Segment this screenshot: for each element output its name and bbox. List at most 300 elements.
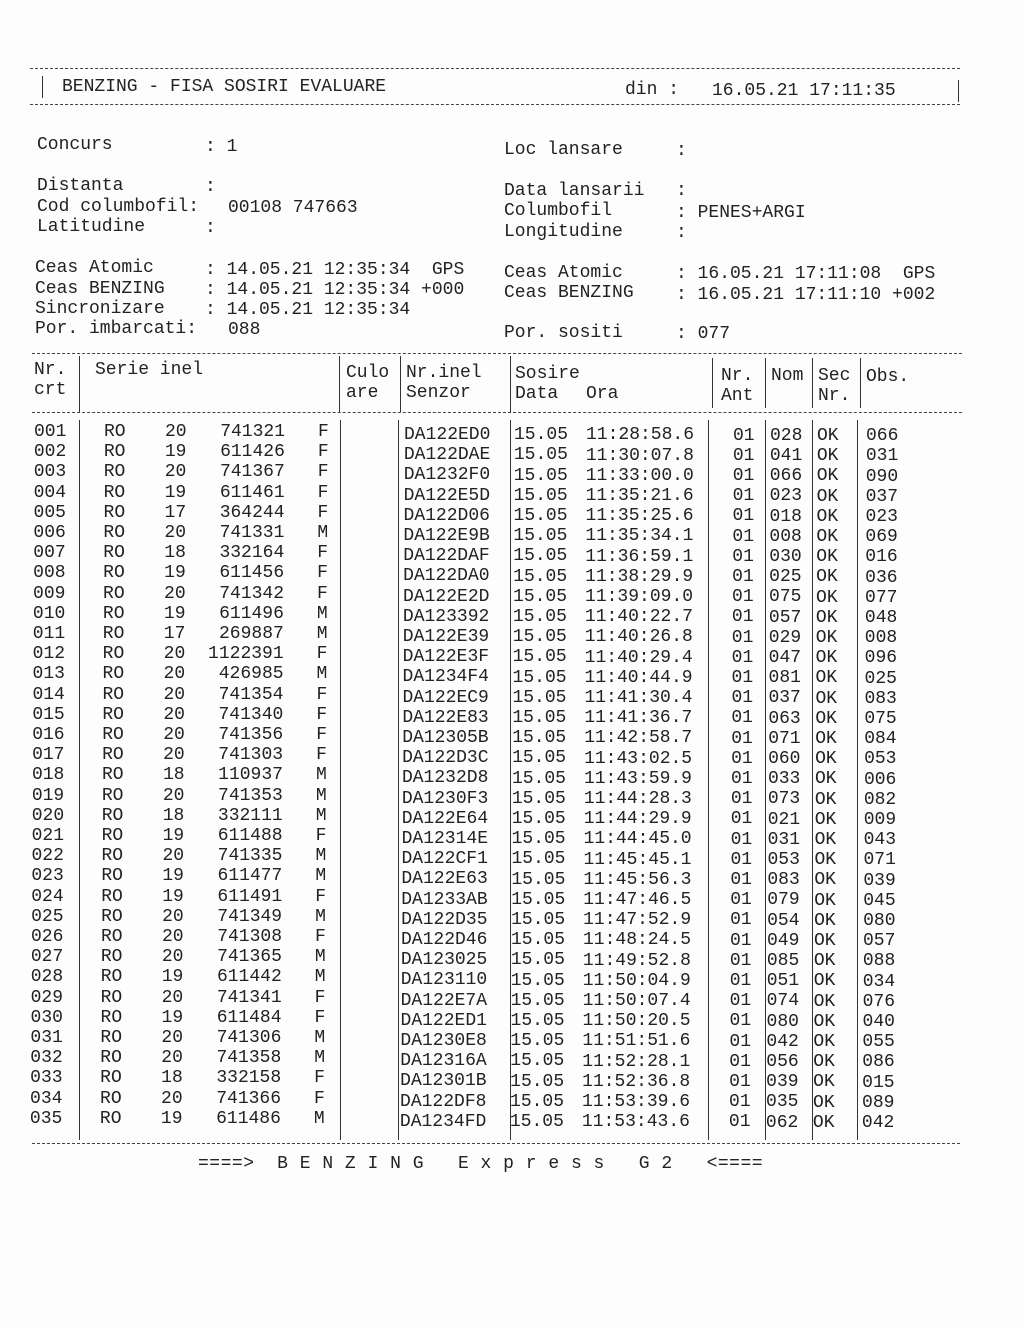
cell-nr-crt: 021	[31, 826, 64, 846]
col-sec: Sec	[818, 366, 851, 386]
cell-nr-crt: 003	[33, 462, 67, 483]
cell-time: 11:40:22.7	[584, 607, 693, 628]
cell-country: RO	[101, 765, 124, 786]
cell-obs: 015	[862, 1072, 895, 1093]
cell-year: 19	[161, 1007, 184, 1028]
cell-sec: OK	[814, 931, 836, 951]
cell-time: 11:45:56.3	[583, 869, 692, 890]
cell-nom: 054	[767, 910, 800, 931]
cell-nr-crt: 006	[33, 523, 66, 543]
cell-country: RO	[100, 987, 123, 1008]
data-lansarii-value: :	[676, 181, 687, 201]
cell-ant: 01	[730, 789, 753, 810]
cell-year: 20	[161, 1088, 183, 1109]
col-sosire: Sosire	[515, 364, 580, 384]
title-border-left	[42, 76, 43, 98]
ceas-atomic-r-value: : 16.05.21 17:11:08 GPS	[676, 264, 936, 284]
cell-date: 15.05	[510, 1091, 565, 1112]
col-crt: crt	[34, 380, 67, 400]
cell-ant: 01	[732, 486, 755, 507]
cell-date: 15.05	[509, 1112, 564, 1132]
cell-ring-number: 269887	[218, 624, 284, 644]
cell-year: 20	[162, 846, 185, 867]
cell-sex: F	[314, 1088, 325, 1109]
col-senzor: Senzor	[406, 383, 471, 403]
cell-year: 18	[162, 765, 185, 786]
cell-ant: 01	[729, 991, 752, 1012]
cell-sex: M	[315, 846, 327, 867]
cell-ant: 01	[729, 1092, 751, 1113]
cell-ant: 01	[731, 688, 754, 709]
cell-sex: M	[315, 866, 327, 887]
cell-obs: 036	[865, 567, 898, 588]
cell-year: 18	[161, 1068, 183, 1089]
cell-obs: 088	[862, 951, 896, 972]
cell-time: 11:52:28.1	[582, 1051, 691, 1072]
cell-nom: 041	[769, 446, 803, 466]
cell-sensor: DA1234FD	[399, 1111, 487, 1132]
cell-sensor: DA122E9B	[403, 526, 490, 546]
cell-ant: 01	[732, 466, 755, 486]
cell-sensor: DA123392	[402, 606, 490, 627]
cell-ant: 01	[730, 890, 752, 911]
col-ant: Ant	[721, 386, 754, 406]
cell-ring-number: 611426	[220, 442, 285, 463]
cell-nr-crt: 027	[30, 947, 64, 968]
cell-nr-crt: 014	[32, 684, 65, 705]
cell-sex: M	[317, 523, 329, 543]
cell-ring-number: 611484	[216, 1007, 282, 1028]
latitudine-value: :	[205, 218, 216, 238]
cell-ring-number: 741349	[217, 906, 283, 927]
table-rule-header	[32, 412, 962, 413]
title-border-right	[958, 80, 959, 102]
cell-nr-crt: 035	[29, 1108, 63, 1129]
cell-sec: OK	[814, 870, 836, 891]
cell-country: RO	[103, 563, 125, 584]
din-label: din :	[625, 80, 680, 100]
cell-sex: F	[315, 886, 327, 907]
cell-sex: M	[316, 624, 328, 644]
cell-country: RO	[102, 745, 124, 766]
cell-date: 15.05	[511, 768, 566, 789]
ceas-atomic-value: : 14.05.21 12:35:34 GPS	[205, 260, 465, 280]
cell-date: 15.05	[512, 748, 567, 769]
cell-nr-crt: 029	[30, 987, 64, 1008]
cell-nr-crt: 011	[32, 624, 66, 644]
cell-year: 20	[163, 725, 185, 745]
cell-date: 15.05	[510, 950, 565, 971]
cell-ring-number: 741340	[218, 704, 284, 725]
cell-ant: 01	[731, 607, 754, 628]
cell-time: 11:42:58.7	[584, 728, 693, 749]
cell-country: RO	[99, 1108, 122, 1129]
cell-ring-number: 110937	[218, 765, 283, 786]
cell-sex: F	[315, 927, 326, 947]
column-divider	[400, 356, 401, 412]
cell-date: 15.05	[513, 465, 568, 486]
cell-sec: OK	[816, 486, 839, 507]
cell-year: 19	[164, 442, 187, 463]
cell-sex: F	[317, 462, 329, 483]
cell-year: 20	[162, 906, 184, 927]
longitudine-value: :	[676, 223, 687, 243]
cell-sex: F	[314, 1068, 325, 1089]
cell-country: RO	[103, 482, 126, 503]
cell-country: RO	[101, 866, 123, 887]
cell-obs: 066	[866, 426, 899, 447]
cell-ring-number: 611461	[219, 482, 285, 503]
cell-sec: OK	[817, 426, 839, 446]
footer-banner: ====> B E N Z I N G E x p r e s s G 2 <====	[198, 1154, 764, 1174]
cell-sensor: DA122EC9	[402, 687, 489, 708]
cell-year: 19	[164, 563, 186, 584]
cell-sensor: DA122E5D	[403, 485, 491, 506]
cell-sex: M	[313, 1108, 325, 1129]
cell-sec: OK	[814, 890, 836, 911]
cell-nr-crt: 034	[30, 1088, 63, 1109]
cell-ring-number: 741335	[217, 846, 283, 867]
cell-date: 15.05	[511, 809, 566, 829]
cell-nr-crt: 004	[33, 482, 67, 503]
cell-ant: 01	[730, 910, 752, 931]
cell-nr-crt: 005	[33, 502, 66, 523]
col-culoare: Culo	[346, 363, 390, 383]
cell-nr-crt: 032	[30, 1048, 63, 1069]
cell-date: 15.05	[510, 970, 565, 991]
cell-sec: OK	[815, 729, 837, 749]
ceas-benzing-value: : 14.05.21 12:35:34 +000	[205, 280, 465, 300]
col-culoare-2: are	[346, 383, 379, 403]
cell-ring-number: 611442	[216, 967, 282, 988]
cell-sex: F	[316, 725, 327, 745]
cell-nom: 047	[768, 648, 802, 668]
column-divider	[857, 420, 858, 1140]
cell-obs: 096	[864, 648, 898, 669]
concurs-label: Concurs	[37, 135, 113, 155]
cell-date: 15.05	[513, 445, 568, 466]
col-ora: Ora	[586, 384, 619, 404]
cell-sec: OK	[815, 749, 837, 770]
cell-sensor: DA1234F4	[402, 667, 489, 688]
cell-sec: OK	[815, 628, 838, 648]
cell-nom: 075	[769, 587, 802, 608]
cell-obs: 023	[865, 507, 898, 527]
cell-nom: 053	[767, 850, 800, 870]
cell-time: 11:47:52.9	[583, 910, 692, 931]
cell-nr-crt: 016	[32, 725, 65, 745]
column-divider	[812, 358, 813, 408]
cell-nom: 073	[767, 789, 801, 810]
cell-ring-number: 741367	[219, 462, 285, 483]
cell-nr-crt: 023	[31, 866, 64, 887]
cell-obs: 031	[865, 446, 899, 467]
cell-sex: F	[317, 543, 329, 564]
cell-date: 15.05	[511, 849, 566, 870]
cell-nom: 074	[766, 991, 800, 1012]
cell-ring-number: 741366	[216, 1088, 282, 1109]
por-sositi-label: Por. sositi	[504, 323, 623, 343]
cell-nom: 033	[767, 769, 801, 790]
cell-obs: 082	[863, 789, 897, 810]
cell-obs: 080	[863, 911, 896, 931]
cell-date: 15.05	[513, 526, 568, 547]
cell-sex: M	[314, 967, 326, 988]
col-nr-inel: Nr.inel	[406, 363, 482, 383]
cell-obs: 077	[865, 587, 898, 608]
cell-country: RO	[100, 1028, 122, 1048]
cell-sensor: DA12316A	[400, 1051, 487, 1072]
cell-ant: 01	[732, 445, 755, 466]
cell-sensor: DA12301B	[400, 1071, 487, 1092]
cell-year: 20	[163, 704, 185, 725]
cell-sensor: DA122DAE	[403, 445, 491, 466]
cell-obs: 042	[861, 1113, 895, 1133]
cell-sensor: DA12314E	[401, 829, 489, 849]
cell-sec: OK	[815, 668, 838, 689]
cod-label: Cod columbofil:	[37, 197, 200, 217]
column-divider	[708, 420, 709, 1140]
cell-year: 20	[165, 422, 187, 442]
cell-sensor: DA122E39	[402, 627, 490, 647]
cell-sex: M	[316, 603, 328, 624]
cell-country: RO	[103, 442, 126, 463]
cell-nr-crt: 022	[31, 846, 64, 867]
cell-sec: OK	[813, 1011, 836, 1032]
cell-ring-number: 741342	[219, 583, 285, 604]
cell-ant: 01	[728, 1112, 751, 1133]
distanta-label: Distanta	[37, 176, 124, 196]
table-rule-top	[32, 353, 962, 354]
cell-obs: 083	[864, 688, 897, 709]
cell-sec: OK	[813, 991, 836, 1012]
cell-ant: 01	[731, 627, 754, 648]
cell-ring-number: 741321	[220, 422, 285, 442]
cell-time: 11:40:29.4	[584, 647, 693, 668]
cell-nom: 008	[769, 526, 802, 547]
cell-obs: 069	[865, 527, 898, 548]
cell-time: 11:38:29.9	[585, 566, 694, 587]
cell-nom: 079	[767, 890, 800, 911]
cell-year: 20	[161, 987, 184, 1008]
cell-nr-crt: 024	[31, 886, 64, 907]
cell-time: 11:41:30.4	[584, 688, 693, 708]
cell-year: 19	[162, 866, 184, 887]
cell-time: 11:45:45.1	[583, 849, 692, 870]
cell-time: 11:50:04.9	[582, 970, 691, 991]
col-serie-inel: Serie inel	[95, 360, 204, 380]
cell-date: 15.05	[513, 485, 568, 506]
cell-year: 20	[162, 927, 184, 947]
cell-nom: 060	[768, 749, 801, 769]
cell-year: 20	[164, 523, 186, 543]
cell-ring-number: 741331	[219, 523, 285, 543]
cell-ring-number: 741354	[218, 684, 284, 705]
cell-ring-number: 1122391	[208, 644, 284, 665]
cell-date: 15.05	[512, 607, 567, 627]
column-divider	[398, 420, 399, 1140]
cell-country: RO	[102, 704, 124, 725]
cell-ring-number: 741358	[216, 1048, 282, 1069]
cell-country: RO	[102, 624, 125, 644]
cell-time: 11:44:29.9	[583, 809, 692, 830]
cell-ring-number: 332158	[216, 1068, 282, 1089]
cell-ant: 01	[729, 950, 752, 971]
cell-sex: F	[317, 563, 328, 584]
ceas-benzing-r-value: : 16.05.21 17:11:10 +002	[676, 285, 936, 305]
cell-sensor: DA122ED0	[404, 425, 491, 445]
cell-country: RO	[101, 805, 124, 826]
cell-date: 15.05	[512, 647, 567, 668]
cell-sex: F	[314, 987, 326, 1008]
cell-sensor: DA1233AB	[401, 889, 488, 910]
cell-year: 20	[163, 644, 186, 665]
cell-nr-crt: 013	[32, 664, 65, 685]
cell-country: RO	[100, 1048, 122, 1069]
cell-ant: 01	[730, 849, 753, 870]
cell-date: 15.05	[512, 667, 567, 688]
cell-country: RO	[101, 826, 124, 846]
cell-nr-crt: 007	[33, 543, 66, 564]
cell-country: RO	[103, 583, 125, 604]
cell-sensor: DA122D06	[403, 505, 490, 526]
cell-sec: OK	[814, 789, 837, 810]
cell-nom: 030	[769, 547, 802, 567]
cell-sensor: DA122D3C	[402, 748, 489, 769]
cell-sec: OK	[814, 809, 837, 830]
cell-year: 19	[161, 967, 184, 988]
column-divider	[860, 358, 861, 408]
cell-time: 11:40:26.8	[584, 627, 693, 648]
cell-country: RO	[102, 725, 124, 745]
cell-obs: 053	[864, 749, 897, 770]
cell-time: 11:35:34.1	[585, 526, 694, 547]
cell-nr-crt: 017	[32, 745, 65, 766]
cell-ant: 01	[729, 1031, 751, 1052]
cell-sec: OK	[815, 708, 837, 729]
cell-date: 15.05	[510, 990, 565, 1011]
cell-ring-number: 364244	[219, 502, 285, 523]
cell-obs: 057	[863, 931, 896, 952]
cell-sensor: DA122E63	[401, 869, 488, 890]
cell-ant: 01	[730, 829, 753, 850]
data-lansarii-label: Data lansarii	[504, 181, 645, 201]
cell-time: 11:44:45.0	[583, 829, 692, 850]
col-sec-nr: Nr.	[818, 386, 851, 406]
cell-country: RO	[100, 947, 123, 968]
cell-date: 15.05	[512, 687, 567, 708]
cell-date: 15.05	[513, 546, 568, 567]
cell-country: RO	[101, 846, 124, 867]
cell-nom: 037	[768, 688, 801, 709]
por-sositi-value: : 077	[676, 324, 731, 344]
ceas-atomic-r-label: Ceas Atomic	[504, 263, 623, 283]
cell-sec: OK	[813, 1092, 835, 1113]
cell-year: 20	[161, 1048, 183, 1069]
column-divider	[765, 358, 766, 408]
cell-sec: OK	[815, 688, 838, 709]
cell-sex: F	[317, 502, 329, 523]
cell-country: RO	[103, 502, 126, 523]
sincronizare-value: : 14.05.21 12:35:34	[205, 300, 411, 320]
cell-sec: OK	[816, 466, 839, 487]
cell-obs: 006	[863, 769, 897, 790]
cell-obs: 008	[864, 628, 898, 649]
longitudine-label: Longitudine	[504, 222, 623, 242]
cell-sensor: DA122E64	[401, 808, 489, 829]
cell-ring-number: 426985	[218, 664, 284, 685]
cell-time: 11:33:00.0	[585, 465, 694, 486]
cell-ant: 01	[730, 870, 752, 890]
cell-nr-crt: 020	[31, 805, 65, 826]
cell-obs: 076	[862, 991, 896, 1012]
cell-ring-number: 611456	[219, 563, 285, 584]
cell-year: 19	[160, 1108, 183, 1129]
cell-nom: 049	[767, 930, 800, 951]
table-rule-bottom	[32, 1143, 960, 1144]
cell-nom: 029	[768, 627, 802, 648]
cell-year: 18	[164, 543, 186, 564]
cell-time: 11:28:58.6	[586, 425, 695, 446]
cell-time: 11:51:51.6	[582, 1031, 691, 1052]
cell-date: 15.05	[510, 1071, 565, 1092]
columbofil-value: : PENES+ARGI	[676, 203, 806, 223]
cell-ant: 01	[729, 1011, 752, 1032]
cell-date: 15.05	[512, 708, 567, 728]
cell-ant: 01	[731, 728, 753, 749]
cell-sex: M	[316, 664, 328, 685]
cell-year: 19	[164, 482, 187, 503]
cell-ant: 01	[729, 971, 752, 991]
cell-sex: F	[316, 684, 328, 705]
cell-nom: 028	[770, 425, 803, 446]
column-divider	[510, 356, 511, 412]
cell-sex: F	[318, 422, 329, 442]
cell-sensor: DA122E83	[402, 707, 489, 728]
cell-sex: F	[317, 482, 329, 503]
cell-date: 15.05	[510, 1011, 565, 1031]
cell-date: 15.05	[510, 1051, 565, 1072]
cell-date: 15.05	[514, 425, 569, 446]
cell-nr-crt: 009	[33, 583, 66, 604]
col-nom: Nom	[771, 366, 804, 386]
cell-ant: 01	[732, 506, 755, 527]
cell-ring-number: 741353	[218, 785, 283, 806]
cell-year: 20	[163, 684, 186, 705]
cell-sec: OK	[814, 910, 836, 931]
cell-ant: 01	[731, 668, 754, 688]
cell-date: 15.05	[513, 566, 568, 587]
cell-nr-crt: 019	[31, 785, 65, 806]
col-nr: Nr.	[34, 360, 67, 380]
cell-nom: 063	[768, 708, 801, 729]
cell-obs: 048	[864, 608, 898, 628]
cell-time: 11:44:28.3	[583, 789, 692, 809]
cell-country: RO	[103, 543, 125, 564]
cell-sec: OK	[812, 1112, 835, 1133]
cell-ant: 01	[731, 748, 753, 769]
cell-sensor: DA12305B	[402, 728, 489, 748]
ceas-atomic-label: Ceas Atomic	[35, 258, 154, 278]
cell-ring-number: 332164	[219, 543, 285, 564]
cell-ring-number: 741303	[218, 745, 284, 766]
cell-sensor: DA123110	[400, 970, 488, 991]
col-data: Data	[515, 384, 559, 404]
cell-ant: 01	[730, 769, 753, 789]
cell-country: RO	[100, 1007, 123, 1028]
cell-sec: OK	[816, 567, 838, 588]
cell-nom: 035	[766, 1092, 799, 1113]
